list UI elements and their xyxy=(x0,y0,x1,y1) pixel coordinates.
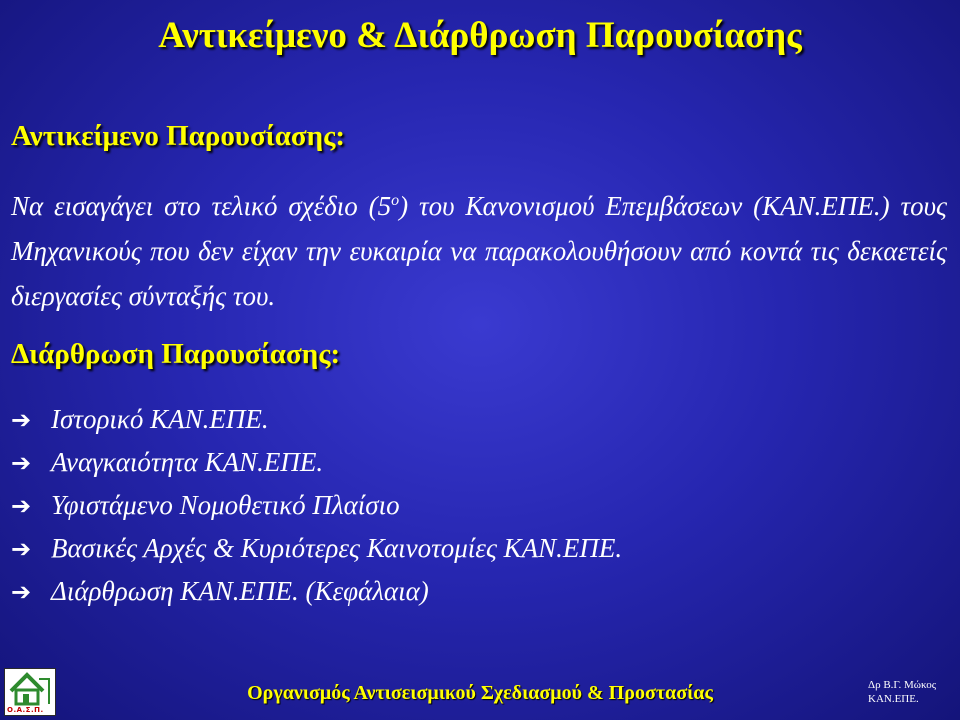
list-item xyxy=(11,398,622,441)
arrow-right-icon: ➔ xyxy=(11,534,32,563)
list-item xyxy=(11,570,622,613)
body-text-after: ) του Κανονισμού Επεμβάσεων (ΚΑΝ.ΕΠΕ.) τους Μηχανικούς που δεν είχαν την ευκαιρία να παρακολουθήσουν από κοντά τις δεκαετείς διεργασίες σύνταξής του. xyxy=(11,191,947,311)
arrow-right-icon: ➔ xyxy=(11,448,32,477)
list-item-label: Αναγκαιότητα ΚΑΝ.ΕΠΕ. xyxy=(51,447,324,477)
body-text-before: Να εισαγάγει στο τελικό σχέδιο (5 xyxy=(11,191,392,221)
arrow-right-icon: ➔ xyxy=(11,577,32,606)
slide-title: Αντικείμενο & Διάρθρωση Παρουσίασης xyxy=(158,15,802,56)
list-item xyxy=(11,484,622,527)
footer-organization: Οργανισμός Αντισεισμικού Σχεδιασμού & Προστασίας xyxy=(247,682,713,704)
list-item-label: Διάρθρωση ΚΑΝ.ΕΠΕ. (Κεφάλαια) xyxy=(51,576,429,606)
section-heading-object: Αντικείμενο Παρουσίασης: xyxy=(11,120,346,152)
slide-footer xyxy=(0,668,960,720)
logo-text: Ο.Α.Σ.Π. xyxy=(7,706,44,714)
footer-author-block xyxy=(868,678,936,706)
list-item-label: Βασικές Αρχές & Κυριότερες Καινοτομίες ΚΑΝ.ΕΠΕ. xyxy=(51,533,623,563)
structure-list xyxy=(11,398,622,613)
arrow-right-icon: ➔ xyxy=(11,405,32,434)
list-item-label: Υφιστάμενο Νομοθετικό Πλαίσιο xyxy=(51,490,400,520)
footer-author: Δρ Β.Γ. Μώκος xyxy=(868,679,937,691)
list-item-label: Ιστορικό ΚΑΝ.ΕΠΕ. xyxy=(51,404,269,434)
arrow-right-icon: ➔ xyxy=(11,491,32,520)
footer-code: ΚΑΝ.ΕΠΕ. xyxy=(868,693,919,705)
section-body-object xyxy=(11,178,947,319)
oasp-logo xyxy=(4,668,56,716)
body-superscript: ο xyxy=(391,192,400,209)
list-item xyxy=(11,441,622,484)
section-heading-structure: Διάρθρωση Παρουσίασης: xyxy=(11,338,341,370)
house-logo-icon xyxy=(5,669,55,707)
list-item xyxy=(11,527,622,570)
